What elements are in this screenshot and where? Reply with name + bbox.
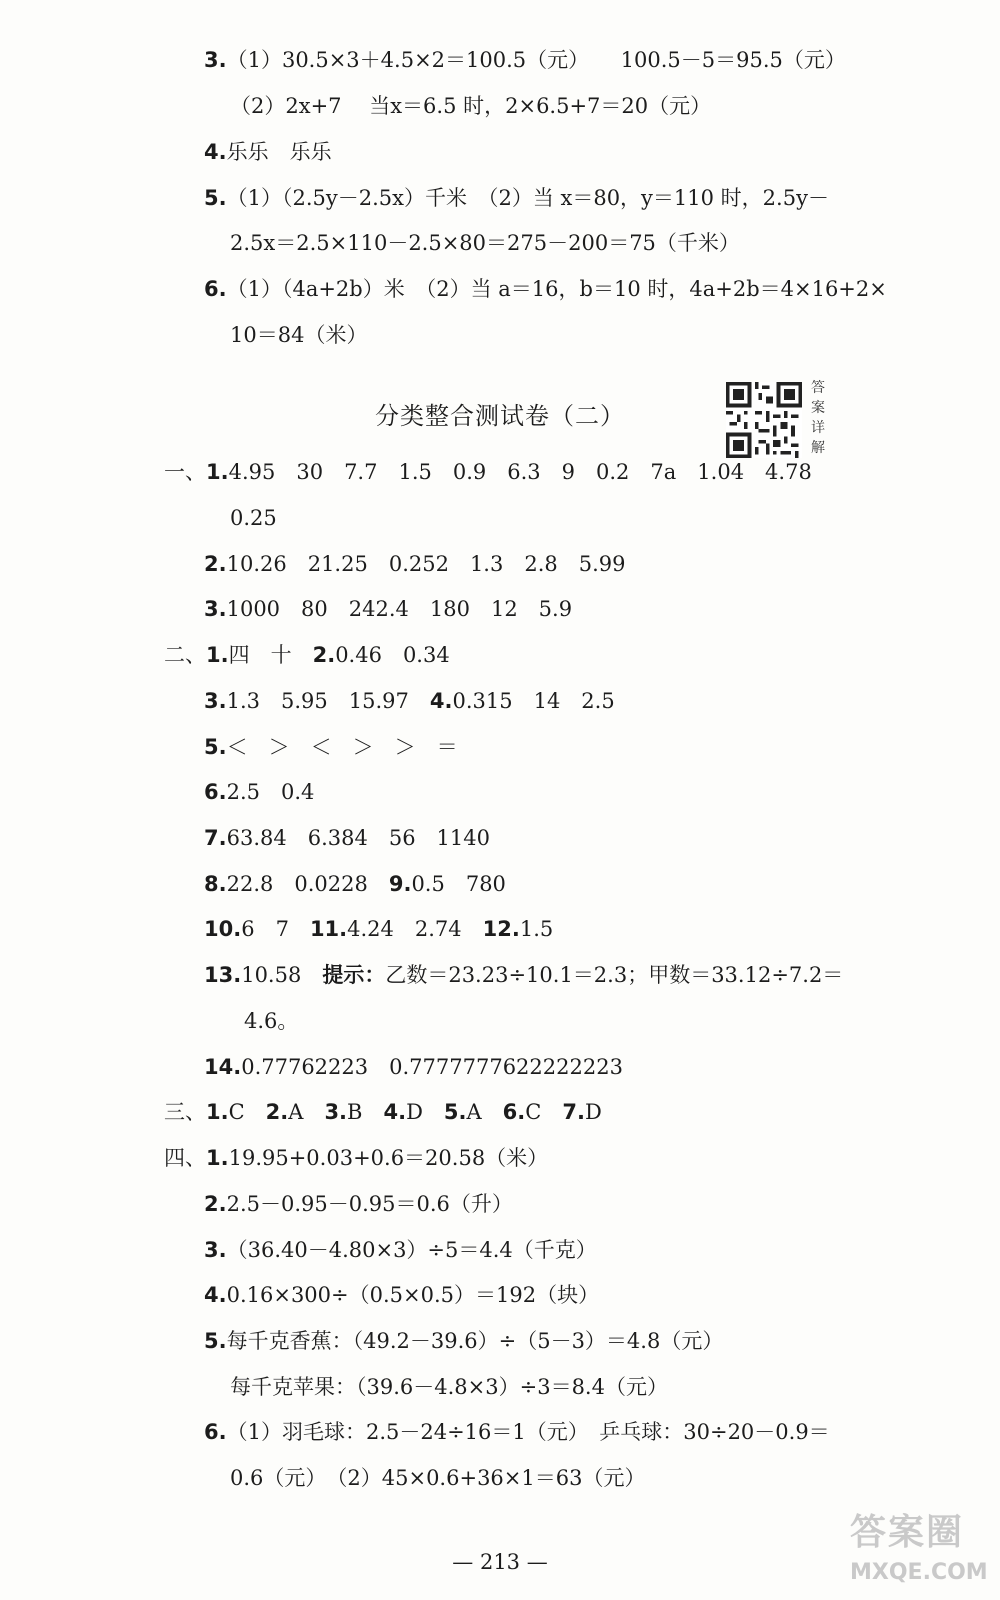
answer-line <box>164 1143 548 1173</box>
question-number: 7. <box>562 1100 585 1124</box>
answer-line <box>204 274 887 304</box>
section-number: 四、 <box>164 1146 206 1170</box>
answer-text: 1.3 5.95 15.97 <box>226 689 430 713</box>
question-number: 6. <box>204 277 227 301</box>
answer-text: （2）2x+7 当x＝6.5 时，2×6.5+7＝20（元） <box>230 94 712 118</box>
answer-line <box>204 137 332 167</box>
answer-text: 乐乐 乐乐 <box>226 140 332 164</box>
question-number: 14. <box>204 1055 242 1079</box>
answer-text: 0.5 780 <box>411 872 506 896</box>
section-number: 二、 <box>164 643 206 667</box>
question-number: 1. <box>206 1146 229 1170</box>
answer-line <box>164 640 450 670</box>
question-number: 4. <box>429 689 453 713</box>
question-number: 5. <box>443 1100 467 1124</box>
answer-line <box>244 1006 298 1036</box>
answer-line <box>230 228 740 258</box>
question-number: 2. <box>265 1100 289 1124</box>
question-number: 11. <box>309 917 348 941</box>
answer-text: 2.5 0.4 <box>226 780 315 804</box>
answer-text: B <box>347 1100 384 1124</box>
answer-text: 4.24 2.74 <box>347 917 483 941</box>
section-number: 三、 <box>164 1100 206 1124</box>
hint-label: 提示： <box>322 963 386 987</box>
question-number: 1. <box>206 1100 229 1124</box>
section-title: 分类整合测试卷（二） <box>375 402 625 430</box>
question-number: 2. <box>312 643 336 667</box>
question-number: 3. <box>204 597 227 621</box>
answer-line <box>204 1189 513 1219</box>
question-number: 10. <box>204 917 242 941</box>
section-number: 一、 <box>164 460 206 484</box>
question-number: 5. <box>204 186 227 210</box>
answer-text: D <box>584 1100 602 1124</box>
answer-line <box>204 1235 597 1265</box>
answer-text: 22.8 0.0228 <box>226 872 389 896</box>
question-number: 3. <box>204 689 227 713</box>
answer-text: A <box>466 1100 503 1124</box>
answer-line <box>204 732 458 762</box>
answer-text: （1）（4a+2b）米 （2）当 a＝16，b＝10 时，4a+2b＝4×16+2× <box>226 277 887 301</box>
answer-text: 每千克香蕉：（49.2－39.6）÷（5－3）＝4.8（元） <box>226 1329 724 1353</box>
answer-text: 10.26 21.25 0.252 1.3 2.8 5.99 <box>226 552 626 576</box>
question-number: 3. <box>204 48 227 72</box>
answer-line <box>204 777 314 807</box>
answer-text: （36.40－4.80×3）÷5＝4.4（千克） <box>226 1238 597 1262</box>
question-number: 1. <box>206 643 229 667</box>
answer-line <box>230 1372 668 1402</box>
answer-text: 每千克苹果：（39.6－4.8×3）÷3＝8.4（元） <box>230 1375 668 1399</box>
answer-text: 乙数＝23.23÷10.1＝2.3；甲数＝33.12÷7.2＝ <box>385 963 844 987</box>
answer-line <box>204 183 829 213</box>
question-number: 4. <box>204 1283 227 1307</box>
answer-text: 2.5－0.95－0.95＝0.6（升） <box>226 1192 513 1216</box>
question-number: 7. <box>204 826 227 850</box>
answer-line <box>164 457 812 487</box>
answer-line <box>204 594 572 624</box>
watermark-url: MXQE.COM <box>850 1560 988 1585</box>
question-number: 3. <box>324 1100 348 1124</box>
question-number: 1. <box>206 460 229 484</box>
page-number: — 213 — <box>452 1550 548 1574</box>
answer-text: （1）羽毛球：2.5－24÷16＝1（元） 乒乓球：30÷20－0.9＝ <box>226 1420 830 1444</box>
answer-line <box>230 1463 645 1493</box>
qr-code-icon <box>726 382 802 458</box>
question-number: 13. <box>204 963 242 987</box>
answer-text: （1）（2.5y－2.5x）千米 （2）当 x＝80，y＝110 时，2.5y－ <box>226 186 829 210</box>
answer-text: 10＝84（米） <box>230 323 368 347</box>
question-number: 9. <box>388 872 412 896</box>
answer-line <box>204 960 843 990</box>
question-number: 12. <box>482 917 520 941</box>
answer-text: 4.95 30 7.7 1.5 0.9 6.3 9 0.2 7a 1.04 4.78 <box>228 460 812 484</box>
answer-text: 0.6（元） （2）45×0.6+36×1＝63（元） <box>230 1466 646 1490</box>
question-number: 5. <box>204 1329 227 1353</box>
question-number: 3. <box>204 1238 227 1262</box>
answer-text: 0.315 14 2.5 <box>452 689 615 713</box>
answer-line <box>230 91 711 121</box>
question-number: 8. <box>204 872 227 896</box>
answer-line <box>230 320 367 350</box>
answer-text: 四 十 <box>228 643 313 667</box>
answer-text: （1）30.5×3＋4.5×2＝100.5（元） 100.5－5＝95.5（元） <box>226 48 846 72</box>
answer-text: 0.46 0.34 <box>335 643 450 667</box>
answer-text: 4.6。 <box>244 1009 299 1033</box>
question-number: 6. <box>204 780 227 804</box>
answer-line <box>204 45 846 75</box>
answer-text: 0.25 <box>230 506 277 530</box>
answer-text: C <box>228 1100 266 1124</box>
answer-text: ＜ ＞ ＜ ＞ ＞ ＝ <box>226 735 458 759</box>
question-number: 5. <box>204 735 227 759</box>
question-number: 2. <box>204 552 227 576</box>
answer-text: D <box>406 1100 444 1124</box>
question-number: 2. <box>204 1192 227 1216</box>
answer-text: 63.84 6.384 56 1140 <box>226 826 490 850</box>
watermark-logo <box>850 1500 1000 1600</box>
answer-line <box>164 1097 602 1127</box>
question-number: 4. <box>204 140 227 164</box>
answer-line <box>204 823 490 853</box>
answer-text: 2.5x＝2.5×110－2.5×80＝275－200＝75（千米） <box>230 231 740 255</box>
answer-text: C <box>525 1100 563 1124</box>
answer-line <box>204 686 615 716</box>
qr-code-label: 答案详解 <box>811 380 825 456</box>
watermark-text: 答案圈 <box>850 1512 965 1553</box>
answer-line <box>204 869 506 899</box>
answer-text: A <box>288 1100 325 1124</box>
answer-line <box>204 914 553 944</box>
answer-text: 0.77762223 0.7777777622222223 <box>241 1055 623 1079</box>
answer-text: 10.58 <box>241 963 323 987</box>
answer-text: 6 7 <box>241 917 310 941</box>
answer-line <box>204 1417 830 1447</box>
question-number: 6. <box>502 1100 526 1124</box>
question-number: 4. <box>383 1100 407 1124</box>
answer-text: 1.5 <box>519 917 554 941</box>
answer-line <box>230 503 277 533</box>
answer-line <box>204 1052 623 1082</box>
answer-line <box>204 1326 723 1356</box>
answer-line <box>204 1280 599 1310</box>
answer-line <box>204 549 626 579</box>
answer-text: 1000 80 242.4 180 12 5.9 <box>226 597 573 621</box>
answer-text: 19.95+0.03+0.6＝20.58（米） <box>228 1146 549 1170</box>
question-number: 6. <box>204 1420 227 1444</box>
answer-text: 0.16×300÷（0.5×0.5）＝192（块） <box>226 1283 600 1307</box>
